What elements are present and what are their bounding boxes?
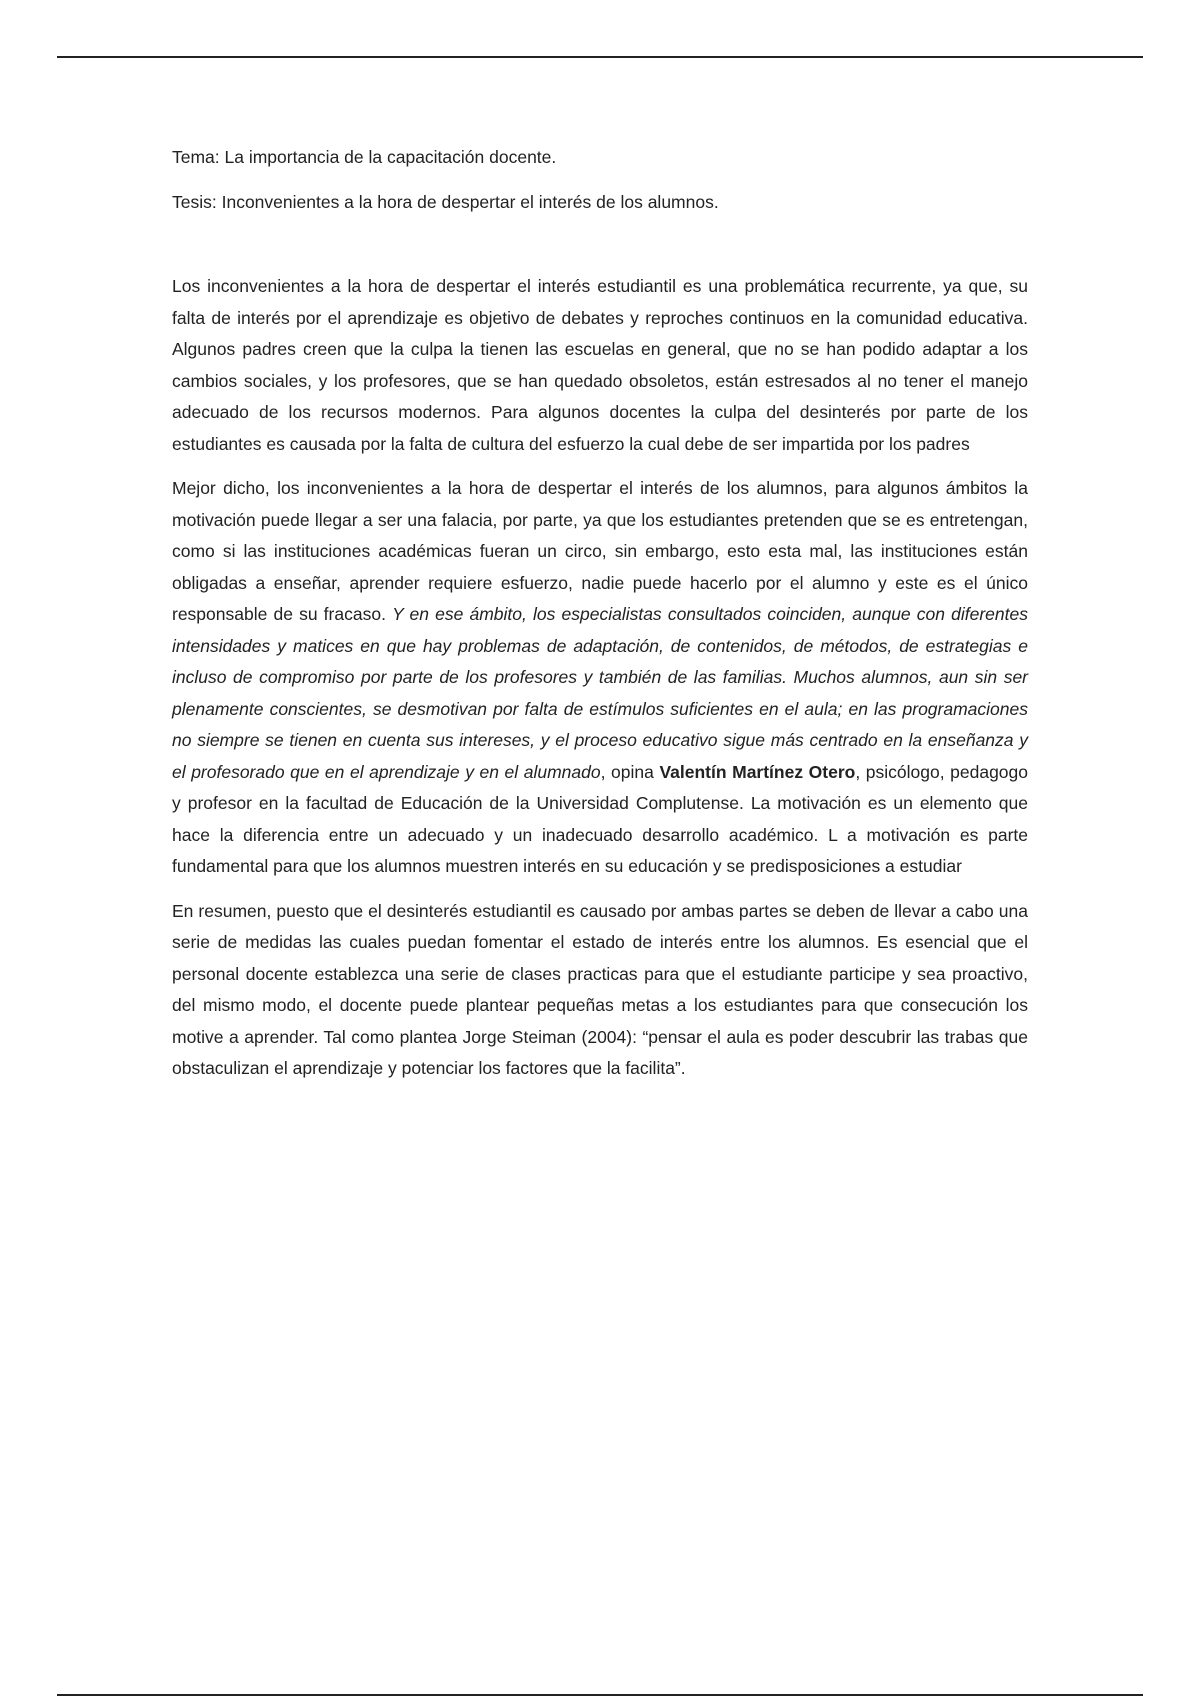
- header-rule: [57, 56, 1143, 58]
- author-name: Valentín Martínez Otero: [659, 761, 856, 782]
- tema-line: Tema: La importancia de la capacitación docente.: [172, 147, 557, 167]
- tesis-line: Tesis: Inconvenientes a la hora de despertar el interés de los alumnos.: [172, 191, 719, 212]
- paragraph-1: Los inconvenientes a la hora de despertar el interés estudiantil es una problemática recurrente, ya que, su falta de interés por el aprendizaje es objetivo de debates y reproches continuos en la comunidad educativa. Algunos padres creen que la culpa la tienen las escuelas en general, que no se han podido adaptar a los cambios sociales, y los profesores, que se han quedado obsoletos, están estresados al no tener el manejo adecuado de los recursos modernos. Para algunos docentes la culpa del desinterés por parte de los estudiantes es causada por la falta de cultura del esfuerzo la cual debe de ser impartida por los padres: [172, 276, 1028, 454]
- paragraph-2-quote: Y en ese ámbito, los especialistas consultados coinciden, aunque con diferentes intensidades y matices en que hay problemas de adaptación, de contenidos, de métodos, de estrategias e incluso de compromiso por parte de los profesores y también de las familias. Muchos alumnos, aun sin ser plenamente conscientes, se desmotivan por falta de estímulos suficientes en el aula; en las programaciones no siempre se tienen en cuenta sus intereses, y el proceso educativo sigue más centrado en la enseñanza y el profesorado que en el aprendizaje y en el alumnado: [172, 604, 1028, 782]
- paragraph-2-intro: Mejor dicho, los inconvenientes a la hora de despertar el interés de los alumnos, para algunos ámbitos la motivación puede llegar a ser una falacia, por parte, ya que los estudiantes pretenden que se es entretengan, como si las instituciones académicas fueran un circo, sin embargo, esto esta mal, las instituciones están obligadas a enseñar, aprender requiere esfuerzo, nadie puede hacerlo por el alumno y este es el único responsable de su fracaso.: [172, 478, 1028, 624]
- paragraph-2-rest: , psicólogo, pedagogo y profesor en la facultad de Educación de la Universidad Complutense. La motivación es un elemento que hace la diferencia entre un adecuado y un inadecuado desarrollo académico. L a motivación es parte fundamental para que los alumnos muestren interés en su educación y se predisposiciones a estudiar: [172, 761, 1029, 876]
- paragraph-2-opina: , opina: [600, 761, 660, 782]
- spacer: [172, 231, 1028, 271]
- document-body: [172, 142, 1028, 1098]
- footer-rule: [57, 1694, 1143, 1696]
- paragraph-2: [172, 473, 1028, 883]
- paragraph-3: En resumen, puesto que el desinterés estudiantil es causado por ambas partes se deben de llevar a cabo una serie de medidas las cuales puedan fomentar el estado de interés entre los alumnos. Es esencial que el personal docente establezca una serie de clases practicas para que el estudiante participe y sea proactivo, del mismo modo, el docente puede plantear pequeñas metas a los estudiantes para que consecución los motive a aprender. Tal como plantea Jorge Steiman (2004): “pensar el aula es poder descubrir las trabas que obstaculizan el aprendizaje y potenciar los factores que la facilita”.: [172, 900, 1028, 1078]
